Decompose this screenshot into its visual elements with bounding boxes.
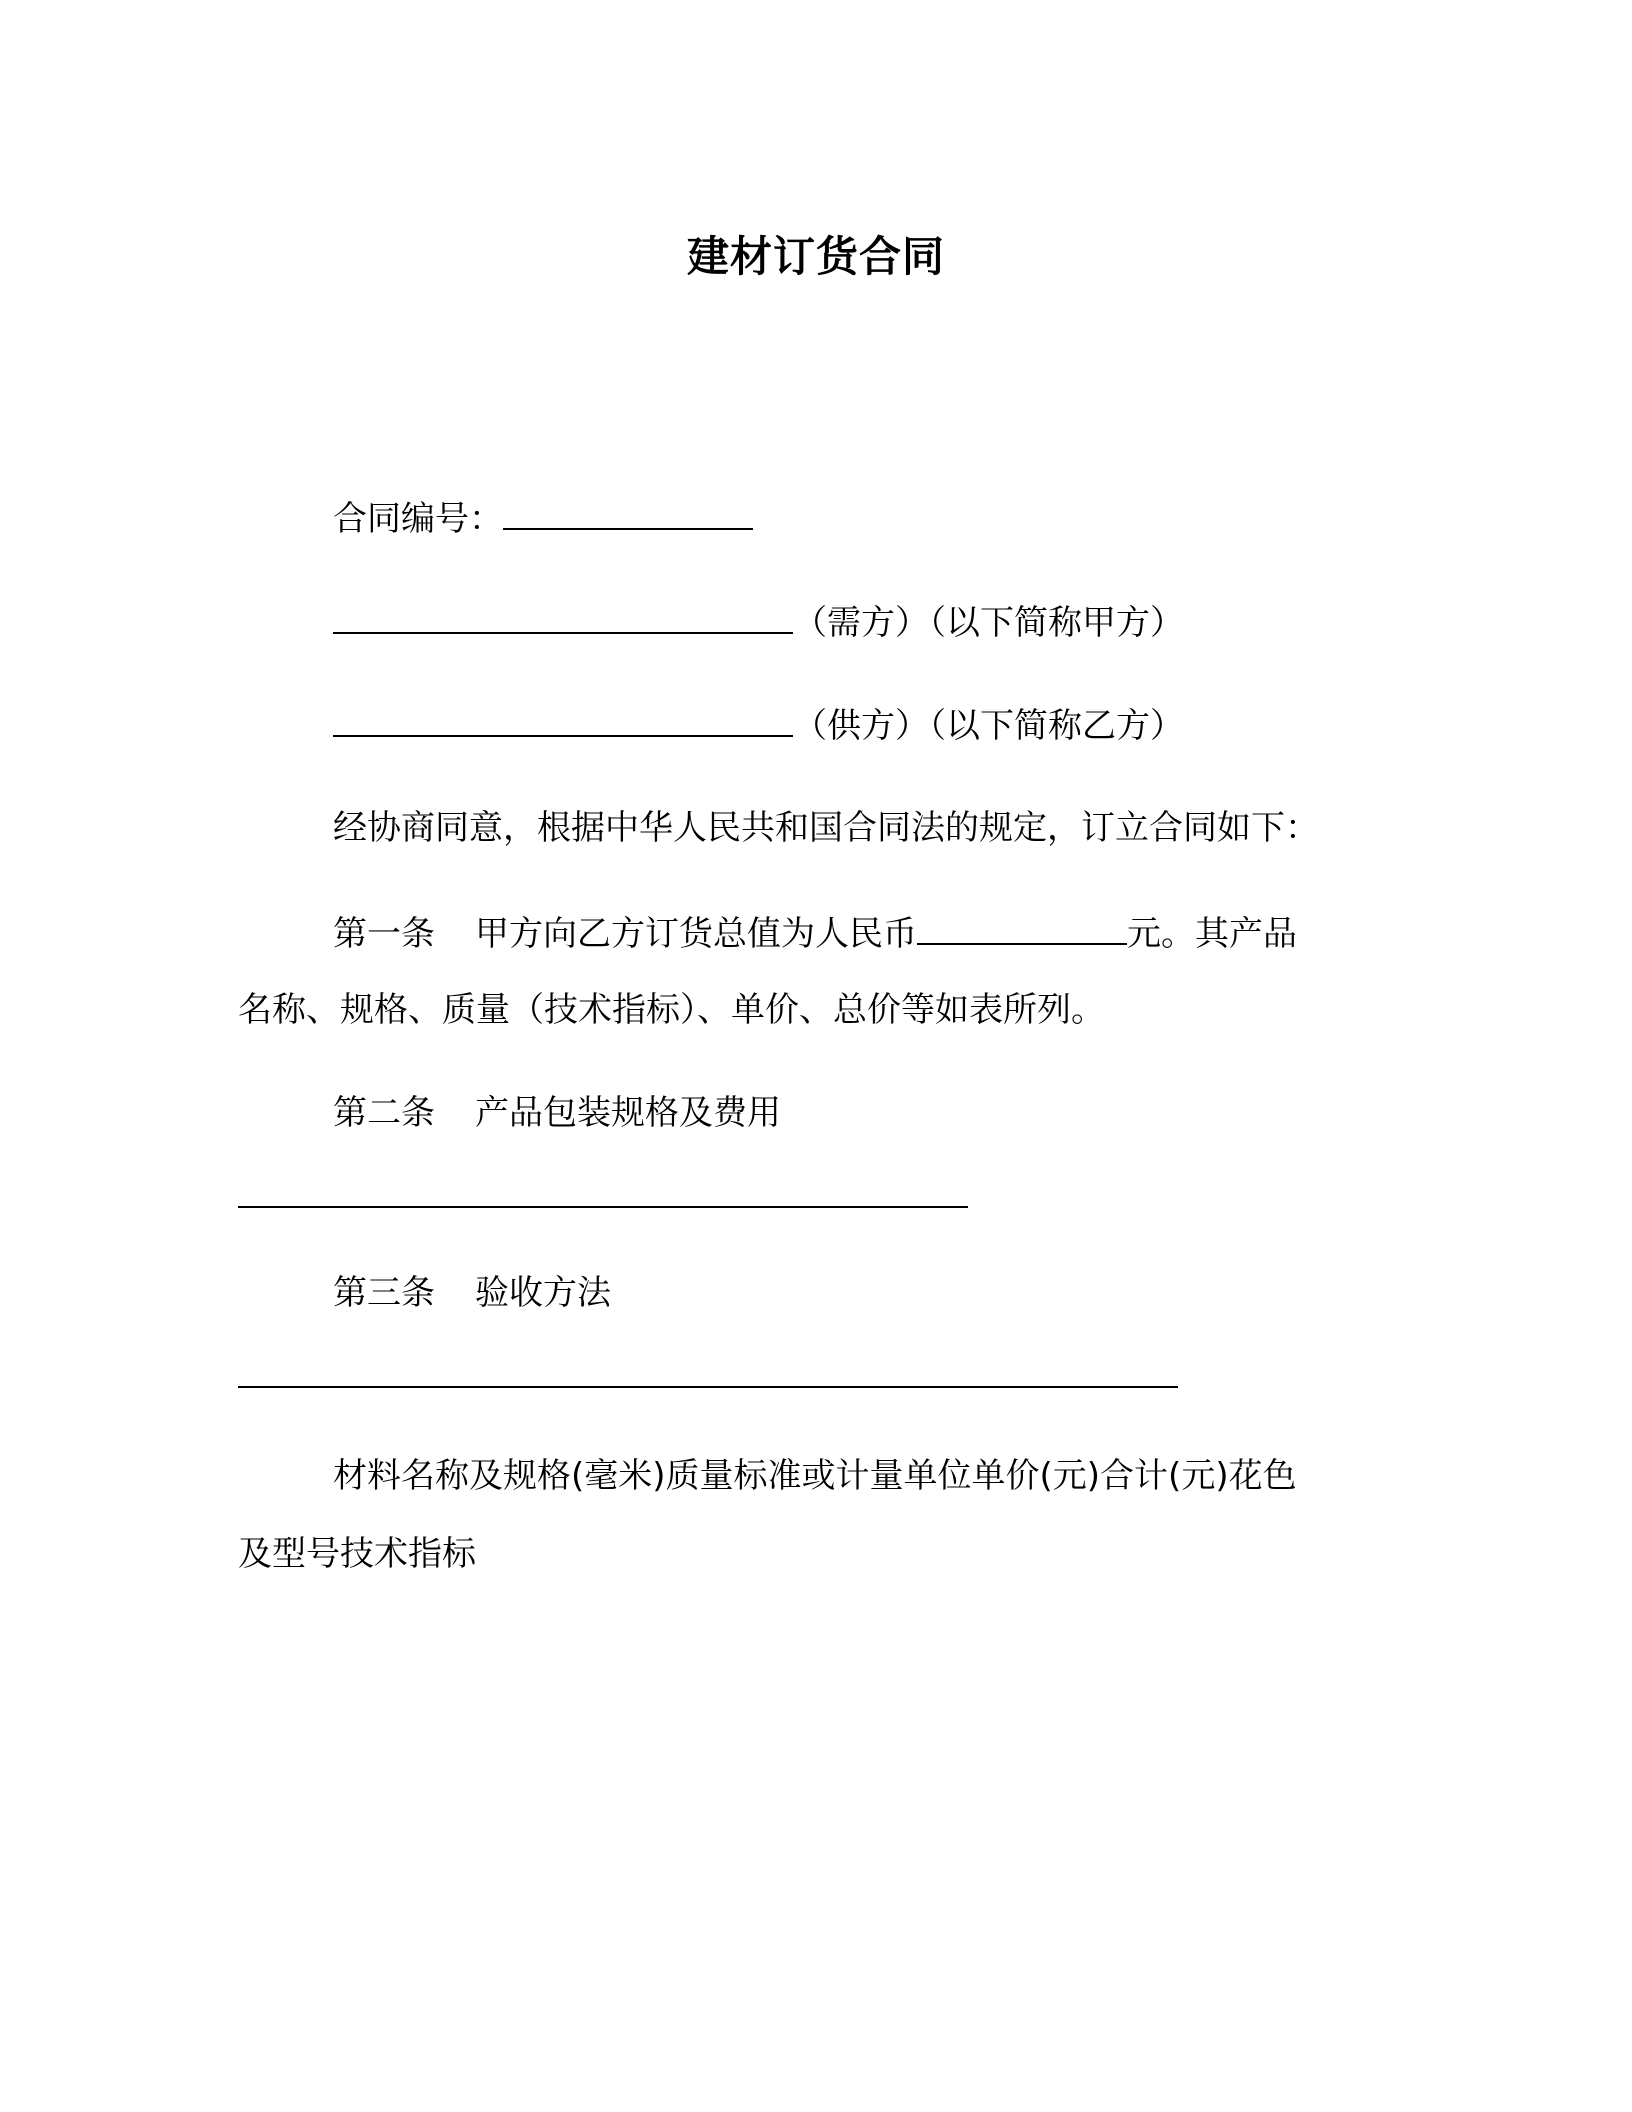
article-1-text-after: 元。其产品 [1127,914,1297,954]
article-3-heading: 第三条 [333,1273,435,1313]
article-1-amount-blank[interactable] [917,913,1127,945]
article-2-heading: 第二条 [333,1093,435,1133]
article-3-line [333,1273,611,1313]
article-2-text: 产品包装规格及费用 [475,1093,781,1133]
article-3-blank-line [238,1356,1178,1397]
contract-number-blank[interactable] [503,498,753,530]
table-header-line-1: 材料名称及规格(毫米)质量标准或计量单位单价(元)合计(元)花色 [333,1456,1297,1496]
party-b-blank[interactable] [333,705,793,737]
party-b-text: （供方）（以下简称乙方） [793,706,1184,746]
article-2-blank[interactable] [238,1176,968,1208]
party-a-text: （需方）（以下简称甲方） [793,603,1184,643]
article-1-continuation: 名称、规格、质量（技术指标）、单价、总价等如表所列。 [238,990,1105,1030]
contract-number-label: 合同编号： [333,499,503,539]
party-a-blank[interactable] [333,602,793,634]
document-title: 建材订货合同 [686,232,945,281]
preamble: 经协商同意，根据中华人民共和国合同法的规定，订立合同如下： [333,808,1319,848]
party-a-line [333,602,1184,643]
article-2-blank-line [238,1176,968,1217]
article-2-line [333,1093,781,1133]
article-1-text: 甲方向乙方订货总值为人民币 [475,914,917,954]
article-3-text: 验收方法 [475,1273,611,1313]
article-3-blank[interactable] [238,1356,1178,1388]
table-header-line-2: 及型号技术指标 [238,1534,476,1574]
party-b-line [333,705,1184,746]
article-1-line [333,913,1297,954]
article-1-heading: 第一条 [333,914,435,954]
contract-number-line [333,498,753,539]
